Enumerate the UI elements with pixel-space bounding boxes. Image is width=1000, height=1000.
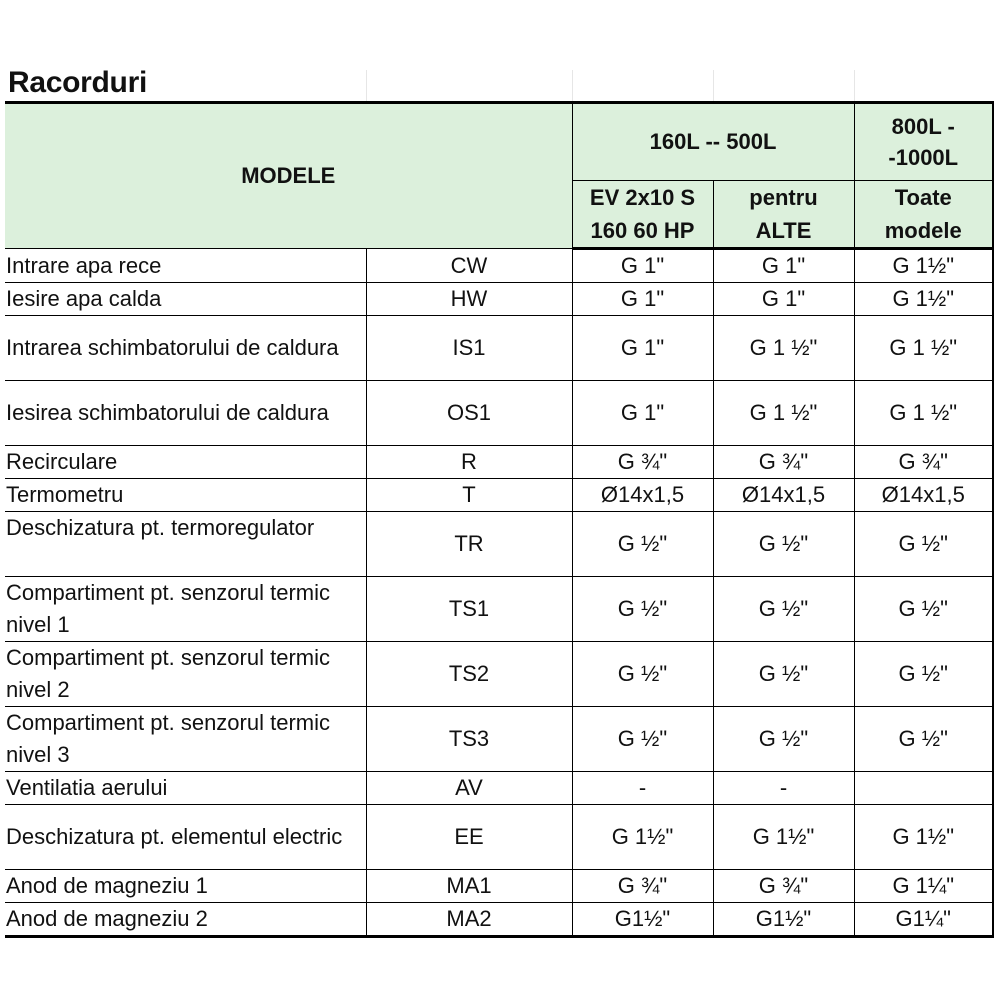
row-code: R <box>366 446 572 479</box>
grid-line <box>572 70 573 102</box>
value-ev: G ½" <box>572 512 713 577</box>
row-name: Compartiment pt. senzorul termic nivel 2 <box>5 642 366 707</box>
value-alte: G 1 ½" <box>713 381 854 446</box>
value-toate: G 1 ½" <box>854 316 993 381</box>
value-alte: G ¾" <box>713 446 854 479</box>
value-alte: G 1½" <box>713 805 854 870</box>
value-ev: Ø14x1,5 <box>572 479 713 512</box>
row-code: OS1 <box>366 381 572 446</box>
value-ev: G ½" <box>572 707 713 772</box>
header-col-toate <box>854 181 993 249</box>
value-ev: G 1" <box>572 381 713 446</box>
table-row <box>5 903 993 937</box>
header-col-alte <box>713 181 854 249</box>
row-name: Ventilatia aerului <box>5 772 366 805</box>
row-name: Anod de magneziu 1 <box>5 870 366 903</box>
row-name: Iesirea schimbatorului de caldura <box>5 381 366 446</box>
table-row <box>5 381 993 446</box>
row-code: TS1 <box>366 577 572 642</box>
value-toate: G 1¼" <box>854 870 993 903</box>
value-alte: G ½" <box>713 707 854 772</box>
row-code: IS1 <box>366 316 572 381</box>
row-name: Deschizatura pt. elementul electric <box>5 805 366 870</box>
title-row <box>5 60 995 102</box>
value-ev: - <box>572 772 713 805</box>
table-body <box>5 249 993 937</box>
value-ev: G 1½" <box>572 805 713 870</box>
row-code: T <box>366 479 572 512</box>
header-col-ev <box>572 181 713 249</box>
value-toate: G ¾" <box>854 446 993 479</box>
row-code: MA1 <box>366 870 572 903</box>
value-alte: G1½" <box>713 903 854 937</box>
value-toate: G ½" <box>854 642 993 707</box>
row-code: TS3 <box>366 707 572 772</box>
value-toate: Ø14x1,5 <box>854 479 993 512</box>
row-name: Compartiment pt. senzorul termic nivel 1 <box>5 577 366 642</box>
value-toate: G 1½" <box>854 249 993 283</box>
row-name: Iesire apa calda <box>5 283 366 316</box>
grid-line <box>713 70 714 102</box>
grid-line <box>854 70 855 102</box>
table-row <box>5 249 993 283</box>
header-group-160-500: 160L -- 500L <box>572 103 854 181</box>
table-row <box>5 446 993 479</box>
value-toate: G ½" <box>854 577 993 642</box>
row-name: Compartiment pt. senzorul termic nivel 3 <box>5 707 366 772</box>
value-alte: Ø14x1,5 <box>713 479 854 512</box>
row-code: AV <box>366 772 572 805</box>
table-row <box>5 283 993 316</box>
header-group-800-1000-label: 800L - -1000L <box>888 114 959 170</box>
value-alte: G ½" <box>713 512 854 577</box>
value-ev: G 1" <box>572 283 713 316</box>
value-alte: - <box>713 772 854 805</box>
header-col-alte-label: pentru ALTE <box>749 185 818 243</box>
table-row <box>5 772 993 805</box>
table-row <box>5 577 993 642</box>
value-ev: G ½" <box>572 577 713 642</box>
value-ev: G 1" <box>572 249 713 283</box>
value-toate: G 1½" <box>854 805 993 870</box>
value-ev: G ½" <box>572 642 713 707</box>
value-toate: G 1½" <box>854 283 993 316</box>
value-alte: G ½" <box>713 577 854 642</box>
value-ev: G1½" <box>572 903 713 937</box>
row-name: Recirculare <box>5 446 366 479</box>
connections-table <box>5 101 994 938</box>
table-row <box>5 805 993 870</box>
value-alte: G ¾" <box>713 870 854 903</box>
value-ev: G 1" <box>572 316 713 381</box>
value-toate: G1¼" <box>854 903 993 937</box>
value-toate: G 1 ½" <box>854 381 993 446</box>
page-title: Racorduri <box>8 66 147 99</box>
value-ev: G ¾" <box>572 446 713 479</box>
value-alte: G ½" <box>713 642 854 707</box>
table-row <box>5 707 993 772</box>
header-col-ev-label: EV 2x10 S 160 60 HP <box>589 185 696 243</box>
row-code: MA2 <box>366 903 572 937</box>
row-code: HW <box>366 283 572 316</box>
row-name: Intrare apa rece <box>5 249 366 283</box>
row-code: TS2 <box>366 642 572 707</box>
value-alte: G 1 ½" <box>713 316 854 381</box>
header-group-800-1000 <box>854 103 993 181</box>
value-alte: G 1" <box>713 249 854 283</box>
header-col-toate-label: Toate modele <box>884 185 962 243</box>
value-toate <box>854 772 993 805</box>
grid-line <box>366 70 367 102</box>
table-row <box>5 479 993 512</box>
row-name: Termometru <box>5 479 366 512</box>
row-code: CW <box>366 249 572 283</box>
table-row <box>5 316 993 381</box>
value-toate: G ½" <box>854 512 993 577</box>
table-row <box>5 642 993 707</box>
row-name: Deschizatura pt. termoregulator <box>5 512 366 577</box>
value-alte: G 1" <box>713 283 854 316</box>
value-toate: G ½" <box>854 707 993 772</box>
value-ev: G ¾" <box>572 870 713 903</box>
table-row <box>5 870 993 903</box>
table-row <box>5 512 993 577</box>
row-code: TR <box>366 512 572 577</box>
row-name: Anod de magneziu 2 <box>5 903 366 937</box>
row-name: Intrarea schimbatorului de caldura <box>5 316 366 381</box>
row-code: EE <box>366 805 572 870</box>
header-models: MODELE <box>5 103 572 249</box>
